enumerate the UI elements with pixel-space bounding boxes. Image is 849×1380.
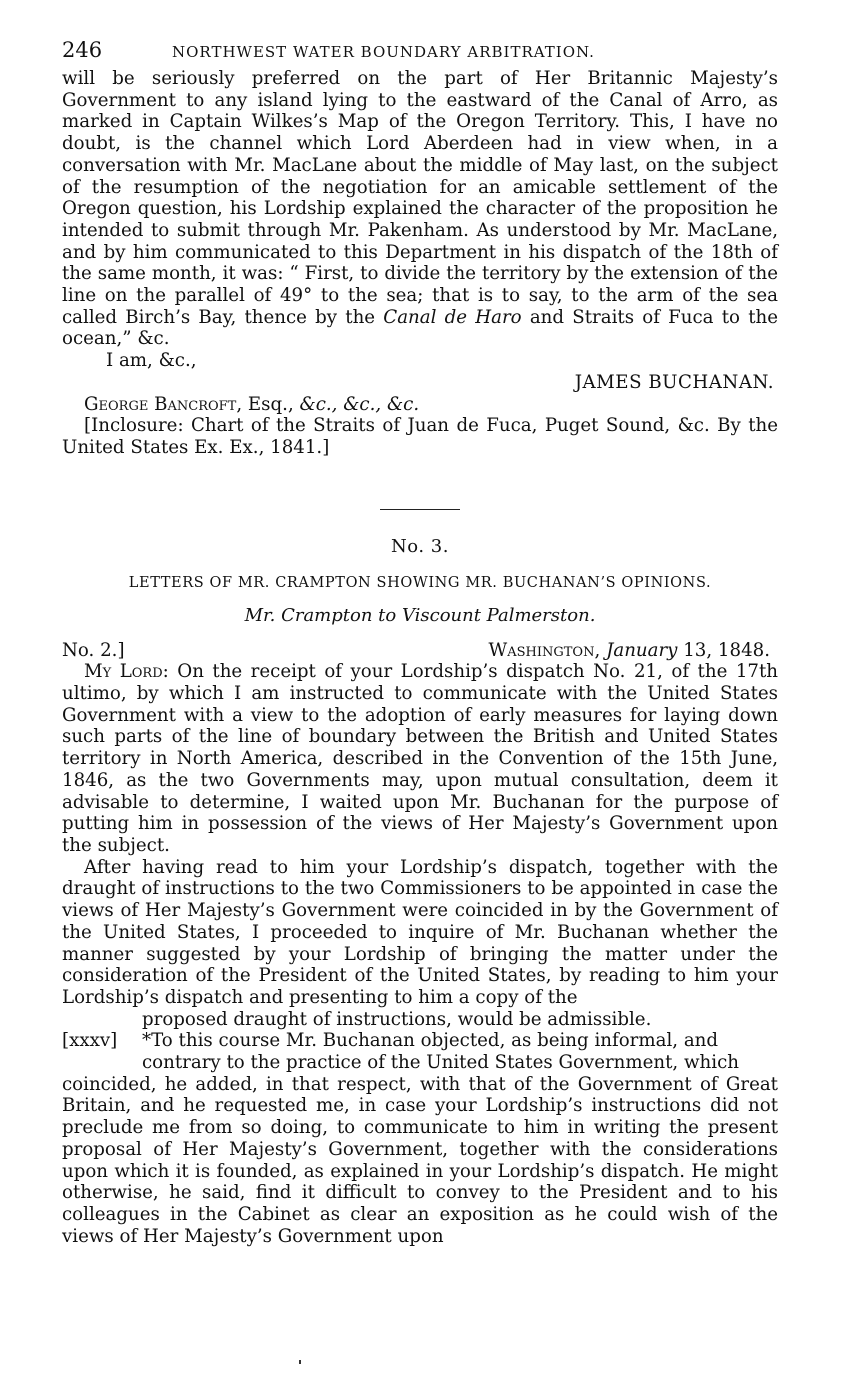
addressee-etc: &c., &c., &c. <box>299 393 420 415</box>
continuation-text: will be seriously preferred on the part of Her Britannic Majesty’s Government to any island lying to the eastward of the Canal of Arro, as marked in Captain Wilkes’s Map of the Oregon Territory. This, I have no doubt, is the channel which Lord Aberdeen had in view when, in a conversation with Mr. MacLane about the middle of May last, on the subject of the resumption of the negotiation for an amicable settlement of the Oregon question, his Lordship explained the character of the proposition he intended to submit through Mr. Pakenham. As understood by Mr. MacLane, and by him communicated to this Department in his dispatch of the 18th of the same month, it was: “ First, to divide the territory by the extension of the line on the parallel of 49° to the sea; that is to say, to the arm of the sea called Birch’s Bay, thence by the <box>62 68 778 328</box>
place-date: Washington, January 13, 1848. <box>488 639 770 661</box>
addressee-name: George Bancroft <box>84 393 237 415</box>
document-number: No. 3. <box>391 535 449 557</box>
book-page <box>62 38 778 1247</box>
date-month: January <box>606 639 678 661</box>
addressee <box>62 394 778 416</box>
continuation-paragraph <box>62 68 778 350</box>
paragraph-3-first: *To this course Mr. Buchanan objected, as being informal, and <box>142 1030 719 1052</box>
canal-de-haro: Canal de Haro <box>383 306 522 328</box>
letter-paragraph-1 <box>62 661 778 856</box>
closing: I am, &c., <box>106 350 197 372</box>
letter-paragraph-2: After having read to him your Lordship’s dispatch, together with the draught of instructions to the two Commissioners to be appointed in case the views of Her Majesty’s Government were coincided in by the Government of the United States, I proceeded to inquire of Mr. Buchanan whether the manner suggested by your Lordship of bringing the matter under the consideration of the President of the United States, by reading to him your Lordship’s dispatch and presenting to him a copy of the <box>62 856 778 1008</box>
paragraph-1-text: : On the receipt of your Lordship’s dispatch No. 21, of the 17th ultimo, by which I am instructed to communicate with the United States Government with a view to the adoption of early measures for laying down such parts of the line of boundary between the British and United States territory in North America, described in the Convention of the 15th June, 1846, as the two Governments may, upon mutual consultation, deem it advisable to determine, I waited upon Mr. Buchanan for the purpose of putting him in possession of the views of Her Majesty’s Government upon the subject. <box>62 661 778 856</box>
paragraph-3-second: contrary to the practice of the United States Government, which <box>142 1052 739 1074</box>
ink-speck <box>299 1360 301 1364</box>
section-divider <box>380 509 460 510</box>
continuation-end: and Straits of Fuca to the ocean,” &c. <box>62 306 778 350</box>
date-rest: 13, 1848. <box>677 639 770 661</box>
salutation: My Lord <box>84 661 163 683</box>
continuation-section <box>62 68 778 459</box>
letter-title: Mr. Crampton to Viscount Palmerston. <box>244 604 596 626</box>
inclosure-note: [Inclosure: Chart of the Straits of Juan de Fuca, Puget Sound, &c. By the United States Ex. Ex., 1841.] <box>62 415 778 458</box>
signature: JAMES BUCHANAN. <box>574 371 774 393</box>
letter-body <box>62 661 778 1247</box>
addressee-title: , Esq., <box>236 393 300 415</box>
letter-paragraph-3: coincided, he added, in that respect, with that of the Government of Great Britain, and he requested me, in case your Lordship’s instructions did not preclude me from so doing, to communicate to him in writing the present proposal of Her Majesty’s Government, together with the considerations upon which it is founded, as explained in your Lordship’s dispatch. He might otherwise, he said, find it difficult to convey to the President and to his colleagues in the Cabinet as clear an exposition as he could wish of the views of Her Majesty’s Government upon <box>62 1073 778 1247</box>
dateline <box>62 640 778 662</box>
letter-paragraph-2-last: proposed draught of instructions, would be admissible. <box>142 1008 652 1030</box>
section-title: LETTERS OF MR. CRAMPTON SHOWING MR. BUCHANAN’S OPINIONS. <box>128 574 712 591</box>
marginal-page-ref: [xxxv] <box>62 1030 118 1052</box>
marginal-line <box>62 1030 778 1052</box>
place: Washington <box>488 639 595 661</box>
running-title: NORTHWEST WATER BOUNDARY ARBITRATION. <box>172 43 595 61</box>
page-number: 246 <box>62 38 103 62</box>
dispatch-number: No. 2.] <box>62 639 125 661</box>
running-head <box>62 38 778 68</box>
